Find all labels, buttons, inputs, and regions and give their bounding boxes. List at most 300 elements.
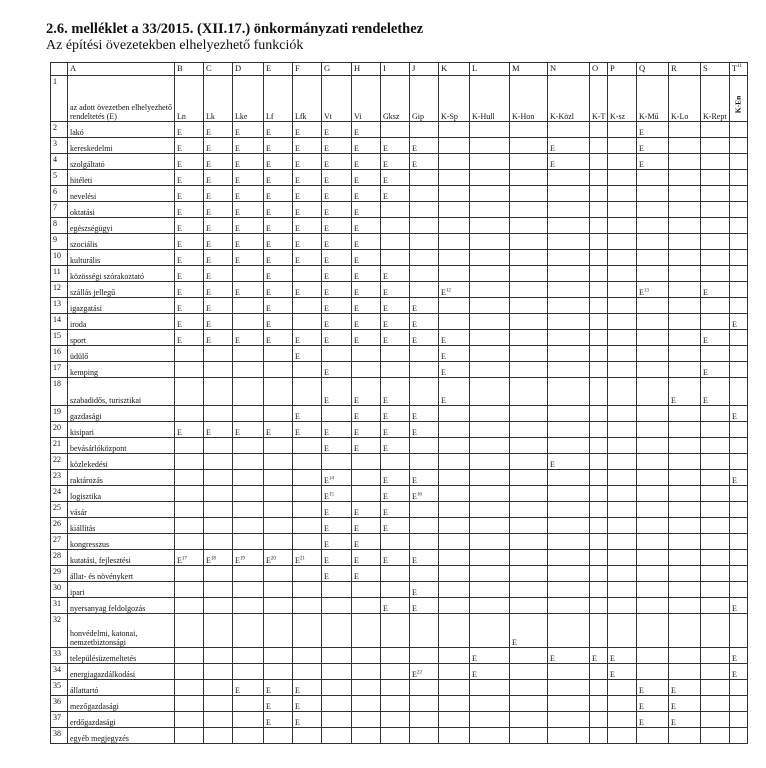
table-cell [510, 250, 548, 266]
row-number: 11 [51, 266, 68, 282]
table-cell [322, 598, 352, 614]
table-cell [410, 486, 439, 502]
table-cell [590, 138, 608, 154]
table-cell [548, 282, 590, 298]
table-cell [590, 154, 608, 170]
table-cell [293, 234, 322, 250]
table-cell [470, 502, 510, 518]
table-cell [175, 362, 204, 378]
table-cell [701, 614, 730, 648]
cell-value: E [354, 412, 359, 421]
table-cell [548, 406, 590, 422]
table-cell [293, 470, 322, 486]
function-label: kiállítás [68, 518, 175, 534]
cell-value: E [383, 396, 388, 405]
table-row [51, 406, 748, 422]
cell-value: E [383, 444, 388, 453]
table-cell [293, 518, 322, 534]
table-cell [590, 486, 608, 502]
function-label: szociális [68, 234, 175, 250]
table-cell [669, 566, 701, 582]
table-cell [293, 664, 322, 680]
table-cell [352, 138, 381, 154]
table-cell [470, 234, 510, 250]
function-label: sport [68, 330, 175, 346]
table-cell [264, 266, 293, 282]
table-cell [204, 234, 233, 250]
table-cell [264, 534, 293, 550]
cell-value: E [235, 336, 240, 345]
table-cell [701, 664, 730, 680]
table-cell [410, 502, 439, 518]
table-cell [510, 582, 548, 598]
table-row [51, 550, 748, 566]
function-label: bevásárlóközpont [68, 438, 175, 454]
table-cell [730, 218, 748, 234]
row-number: 36 [51, 696, 68, 712]
cell-value: E [550, 460, 555, 469]
cell-value: E [266, 336, 271, 345]
table-cell [439, 614, 470, 648]
table-cell [669, 282, 701, 298]
table-cell [510, 186, 548, 202]
cell-value: E [266, 304, 271, 313]
table-cell [548, 438, 590, 454]
function-label: vásár [68, 502, 175, 518]
table-cell [669, 664, 701, 680]
zone-header: Lf [264, 76, 293, 122]
table-cell [730, 550, 748, 566]
function-label: hitéleti [68, 170, 175, 186]
column-letter-o: O [590, 63, 608, 76]
table-cell [439, 598, 470, 614]
table-row [51, 170, 748, 186]
table-cell [669, 696, 701, 712]
table-cell [175, 712, 204, 728]
cell-value: E [324, 320, 329, 329]
table-cell [590, 534, 608, 550]
function-label: gazdasági [68, 406, 175, 422]
table-cell [175, 728, 204, 744]
table-cell [608, 266, 637, 282]
table-cell [175, 470, 204, 486]
table-cell [439, 422, 470, 438]
table-cell [293, 438, 322, 454]
table-cell [410, 566, 439, 582]
table-cell [352, 518, 381, 534]
cell-value: E [177, 240, 182, 249]
table-cell [608, 454, 637, 470]
table-cell [439, 534, 470, 550]
table-cell [608, 218, 637, 234]
cell-value: E [732, 604, 737, 613]
function-label: szabadidős, turisztikai [68, 378, 175, 406]
table-cell [470, 282, 510, 298]
table-cell [175, 378, 204, 406]
row-number: 19 [51, 406, 68, 422]
table-cell [264, 486, 293, 502]
cell-value: E [295, 686, 300, 695]
cell-value: E [671, 702, 676, 711]
cell-value: E [354, 336, 359, 345]
table-cell [730, 728, 748, 744]
table-cell [701, 648, 730, 664]
cell-value: E [732, 320, 737, 329]
table-cell [204, 282, 233, 298]
cell-value: E [177, 224, 182, 233]
table-cell [381, 438, 410, 454]
cell-value: E [266, 240, 271, 249]
table-cell [548, 122, 590, 138]
table-cell [590, 186, 608, 202]
table-cell [510, 314, 548, 330]
table-cell [548, 454, 590, 470]
table-cell [264, 170, 293, 186]
table-cell [730, 470, 748, 486]
cell-value: E [177, 144, 182, 153]
footnote-ref: 13 [643, 288, 649, 294]
column-letter-s: S [701, 63, 730, 76]
table-cell [548, 362, 590, 378]
cell-value: E [295, 128, 300, 137]
table-cell [608, 598, 637, 614]
table-cell [439, 266, 470, 282]
cell-value: E [732, 476, 737, 485]
table-row [51, 330, 748, 346]
table-cell [590, 598, 608, 614]
table-cell [608, 250, 637, 266]
table-cell [669, 534, 701, 550]
cell-value: E [512, 638, 517, 647]
table-cell [510, 712, 548, 728]
table-cell [510, 378, 548, 406]
table-cell [637, 534, 669, 550]
table-cell [381, 298, 410, 314]
table-row [51, 712, 748, 728]
table-cell [233, 728, 264, 744]
cell-value: E [295, 192, 300, 201]
cell-value: E [324, 428, 329, 437]
table-cell [701, 202, 730, 218]
table-cell [730, 422, 748, 438]
table-cell [510, 406, 548, 422]
table-cell [381, 314, 410, 330]
cell-value: E [266, 160, 271, 169]
row-number: 38 [51, 728, 68, 744]
table-cell [410, 202, 439, 218]
table-cell [175, 614, 204, 648]
table-cell [439, 218, 470, 234]
table-cell [204, 266, 233, 282]
cell-value: E [266, 224, 271, 233]
table-cell [439, 518, 470, 534]
row-number: 3 [51, 138, 68, 154]
table-cell [204, 202, 233, 218]
table-cell [264, 406, 293, 422]
table-cell [204, 186, 233, 202]
cell-value: E [235, 128, 240, 137]
function-label: oktatási [68, 202, 175, 218]
zone-header: Lfk [293, 76, 322, 122]
table-cell [264, 234, 293, 250]
cell-value: E [412, 492, 417, 501]
table-cell [608, 122, 637, 138]
cell-value: E [550, 654, 555, 663]
table-cell [175, 438, 204, 454]
table-cell [233, 154, 264, 170]
cell-value: E [324, 368, 329, 377]
function-label: szállás jellegű [68, 282, 175, 298]
cell-value: E [266, 556, 271, 565]
table-cell [730, 566, 748, 582]
table-cell [352, 266, 381, 282]
table-cell [293, 282, 322, 298]
cell-value: E [354, 304, 359, 313]
table-cell [637, 502, 669, 518]
table-cell [470, 154, 510, 170]
cell-value: E [295, 144, 300, 153]
cell-value: E [266, 686, 271, 695]
table-cell [548, 170, 590, 186]
cell-value: E [324, 540, 329, 549]
table-cell [669, 614, 701, 648]
table-cell [322, 486, 352, 502]
table-cell [608, 202, 637, 218]
table-cell [701, 502, 730, 518]
table-cell [637, 566, 669, 582]
table-cell [470, 550, 510, 566]
table-cell [293, 186, 322, 202]
table-cell [352, 154, 381, 170]
table-cell [352, 250, 381, 266]
table-cell [548, 330, 590, 346]
cell-value: E [235, 240, 240, 249]
cell-value: E [412, 428, 417, 437]
table-cell [322, 470, 352, 486]
cell-value: E [177, 304, 182, 313]
table-cell [352, 234, 381, 250]
cell-value: E [266, 176, 271, 185]
cell-value: E [383, 336, 388, 345]
cell-value: E [295, 208, 300, 217]
table-row [51, 234, 748, 250]
table-cell [701, 186, 730, 202]
table-cell [264, 664, 293, 680]
table-cell [204, 170, 233, 186]
footnote-ref: 17 [181, 556, 187, 562]
table-cell [470, 406, 510, 422]
table-row [51, 534, 748, 550]
table-cell [669, 202, 701, 218]
table-cell [730, 534, 748, 550]
table-cell [175, 218, 204, 234]
table-cell [322, 680, 352, 696]
row-number: 7 [51, 202, 68, 218]
table-cell [204, 154, 233, 170]
table-cell [410, 534, 439, 550]
function-label: településüzemeltetés [68, 648, 175, 664]
table-cell [701, 454, 730, 470]
table-cell [590, 422, 608, 438]
table-cell [730, 202, 748, 218]
function-label: lakó [68, 122, 175, 138]
table-cell [175, 122, 204, 138]
table-row [51, 486, 748, 502]
table-cell [264, 680, 293, 696]
table-cell [510, 550, 548, 566]
cell-value: E [354, 572, 359, 581]
row-number: 15 [51, 330, 68, 346]
cell-value: E [354, 208, 359, 217]
table-cell [470, 266, 510, 282]
cell-value: E [295, 556, 300, 565]
table-row [51, 250, 748, 266]
cell-value: E [206, 288, 211, 297]
table-cell [439, 728, 470, 744]
table-cell [410, 470, 439, 486]
row-number: 23 [51, 470, 68, 486]
table-cell [175, 138, 204, 154]
table-cell [637, 422, 669, 438]
cell-value: E [639, 160, 644, 169]
table-cell [701, 696, 730, 712]
table-cell [381, 138, 410, 154]
table-cell [730, 614, 748, 648]
table-cell [470, 486, 510, 502]
table-cell [590, 470, 608, 486]
cell-value: E [412, 160, 417, 169]
zone-header-rotated: K-En [733, 95, 743, 114]
footnote-ref: 19 [239, 556, 245, 562]
cell-value: E [324, 476, 329, 485]
table-cell [233, 298, 264, 314]
cell-value: E [703, 368, 708, 377]
table-cell [264, 438, 293, 454]
table-cell [470, 696, 510, 712]
cell-value: E [441, 368, 446, 377]
table-cell [730, 362, 748, 378]
cell-value: E [177, 176, 182, 185]
table-cell [608, 138, 637, 154]
cell-value: E [295, 240, 300, 249]
row-number: 34 [51, 664, 68, 680]
table-cell [730, 122, 748, 138]
table-cell [175, 202, 204, 218]
table-cell [730, 234, 748, 250]
table-cell [669, 582, 701, 598]
table-cell [470, 202, 510, 218]
table-cell [175, 454, 204, 470]
table-cell [608, 362, 637, 378]
cell-value: E [703, 396, 708, 405]
table-cell [381, 582, 410, 598]
table-cell [293, 534, 322, 550]
function-label: raktározás [68, 470, 175, 486]
table-cell [175, 648, 204, 664]
cell-value: E [472, 670, 477, 679]
table-cell [548, 566, 590, 582]
table-cell [590, 438, 608, 454]
table-row [51, 362, 748, 378]
cell-value: E [383, 144, 388, 153]
table-cell [233, 486, 264, 502]
table-cell [637, 266, 669, 282]
table-cell [608, 234, 637, 250]
table-cell [669, 438, 701, 454]
table-cell [410, 454, 439, 470]
table-cell [381, 362, 410, 378]
cell-value: E [354, 428, 359, 437]
cell-value: E [206, 304, 211, 313]
table-cell [470, 298, 510, 314]
table-row [51, 218, 748, 234]
table-cell [701, 534, 730, 550]
column-letter-e: E [264, 63, 293, 76]
table-cell [510, 614, 548, 648]
table-cell [669, 378, 701, 406]
cell-value: E [206, 160, 211, 169]
table-cell [701, 378, 730, 406]
table-cell [352, 486, 381, 502]
cell-value: E [324, 508, 329, 517]
cell-value: E [412, 320, 417, 329]
table-cell [322, 582, 352, 598]
table-cell [293, 250, 322, 266]
zone-header: K-sz [608, 76, 637, 122]
table-cell [233, 648, 264, 664]
table-cell [322, 138, 352, 154]
table-cell [701, 250, 730, 266]
footnote-ref: 11 [737, 64, 743, 70]
table-cell [730, 378, 748, 406]
table-cell [381, 170, 410, 186]
cell-value: E [206, 336, 211, 345]
cell-value: E [235, 686, 240, 695]
table-cell [352, 664, 381, 680]
table-cell [322, 170, 352, 186]
table-cell [669, 470, 701, 486]
table-cell [548, 648, 590, 664]
cell-value: E [177, 160, 182, 169]
table-cell [175, 550, 204, 566]
function-label: közlekedési [68, 454, 175, 470]
cell-value: E [266, 428, 271, 437]
cell-value: E [732, 412, 737, 421]
cell-value: E [235, 192, 240, 201]
cell-value: E [354, 176, 359, 185]
function-label: mezőgazdasági [68, 696, 175, 712]
table-cell [264, 518, 293, 534]
table-cell [352, 454, 381, 470]
table-cell [410, 648, 439, 664]
table-cell [233, 712, 264, 728]
table-cell [293, 170, 322, 186]
table-cell [608, 154, 637, 170]
cell-value: E [354, 272, 359, 281]
cell-value: E [383, 604, 388, 613]
cell-value: E [324, 176, 329, 185]
table-cell [548, 422, 590, 438]
table-cell [439, 250, 470, 266]
table-cell [410, 598, 439, 614]
table-cell [608, 486, 637, 502]
table-cell [470, 346, 510, 362]
table-cell [204, 550, 233, 566]
table-cell [590, 250, 608, 266]
table-cell [701, 582, 730, 598]
table-cell [293, 598, 322, 614]
table-cell [548, 314, 590, 330]
